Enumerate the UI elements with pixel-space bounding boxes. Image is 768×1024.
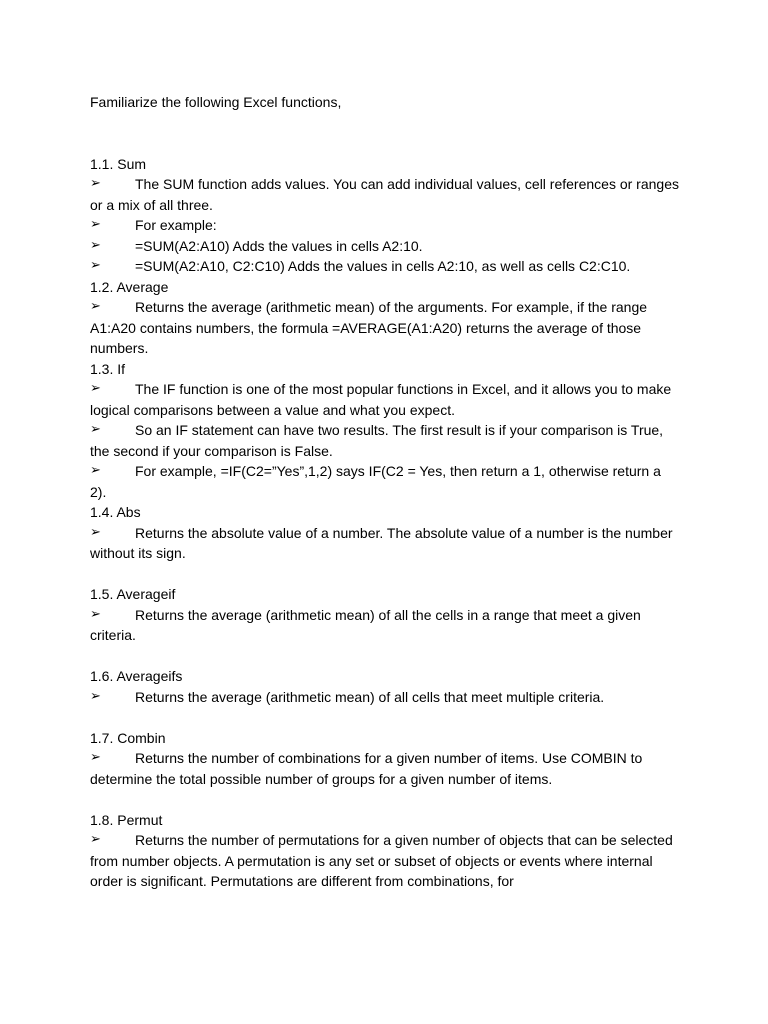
bullet-item [90, 236, 680, 257]
section-heading: 1.6. Averageifs [90, 668, 183, 684]
bullet-item [90, 174, 680, 215]
section-heading: 1.3. If [90, 360, 126, 377]
section [90, 359, 680, 503]
bullet-item [90, 605, 680, 646]
section [90, 728, 680, 790]
section-list [90, 154, 680, 892]
bullet-text: For example, =IF(C2=”Yes”,1,2) says IF(C2 = Yes, then return a 1, otherwise return a 2). [90, 463, 661, 500]
section [90, 277, 680, 359]
bullet-text: For example: [135, 217, 217, 233]
bullet-item [90, 256, 680, 277]
arrow-bullet-icon: ➢ [90, 463, 101, 478]
bullet-text: Returns the number of combinations for a given number of items. Use COMBIN to determine the total possible number of groups for a given number of items. [90, 750, 643, 787]
section [90, 666, 680, 707]
bullet-text: Returns the average (arithmetic mean) of all cells that meet multiple criteria. [135, 688, 605, 705]
bullet-item [90, 687, 680, 708]
bullet-item [90, 830, 680, 892]
arrow-bullet-icon: ➢ [90, 217, 101, 232]
arrow-bullet-icon: ➢ [90, 524, 101, 540]
section-heading: 1.7. Combin [90, 729, 166, 746]
section [90, 584, 680, 646]
arrow-bullet-icon: ➢ [90, 258, 101, 273]
section-heading: 1.5. Averageif [90, 586, 176, 602]
arrow-bullet-icon: ➢ [90, 606, 101, 622]
arrow-bullet-icon: ➢ [90, 688, 101, 704]
bullet-item [90, 215, 680, 236]
bullet-item [90, 379, 680, 420]
section-heading: 1.4. Abs [90, 504, 141, 520]
arrow-bullet-icon: ➢ [90, 299, 101, 314]
bullet-item [90, 420, 680, 461]
section-heading: 1.1. Sum [90, 155, 147, 172]
section-heading: 1.8. Permut [90, 811, 163, 828]
section [90, 154, 680, 277]
bullet-item [90, 297, 680, 359]
section [90, 502, 680, 564]
bullet-item [90, 523, 680, 564]
bullet-text: Returns the number of permutations for a given number of objects that can be selected from number objects. A permutation is any set or subset of objects or events where internal order is significant. Permutations are different from combinations, for [90, 832, 673, 889]
arrow-bullet-icon: ➢ [90, 237, 101, 253]
bullet-text: Returns the average (arithmetic mean) of the arguments. For example, if the range A1:A20 contains numbers, the formula =AVERAGE(A1:A20) returns the average of those numbers. [90, 299, 648, 356]
section-heading: 1.2. Average [90, 278, 169, 295]
arrow-bullet-icon: ➢ [90, 422, 101, 437]
bullet-text: =SUM(A2:A10) Adds the values in cells A2:10. [135, 237, 423, 254]
bullet-item [90, 461, 680, 502]
bullet-text: The SUM function adds values. You can add individual values, cell references or ranges or a mix of all three. [90, 176, 679, 213]
document-body [90, 92, 680, 892]
arrow-bullet-icon: ➢ [90, 832, 101, 847]
bullet-text: The IF function is one of the most popular functions in Excel, and it allows you to make logical comparisons between a value and what you expect. [90, 381, 672, 418]
bullet-text: Returns the average (arithmetic mean) of all the cells in a range that meet a given criteria. [90, 606, 641, 643]
arrow-bullet-icon: ➢ [90, 381, 101, 396]
bullet-item [90, 748, 680, 789]
arrow-bullet-icon: ➢ [90, 176, 101, 191]
bullet-text: So an IF statement can have two results. The first result is if your comparison is True, the second if your comparison is False. [90, 422, 664, 459]
bullet-text: =SUM(A2:A10, C2:C10) Adds the values in cells A2:10, as well as cells C2:C10. [135, 258, 631, 274]
intro-paragraph: Familiarize the following Excel functions, [90, 94, 342, 110]
bullet-text: Returns the absolute value of a number. The absolute value of a number is the number without its sign. [90, 524, 673, 561]
arrow-bullet-icon: ➢ [90, 750, 101, 765]
section [90, 810, 680, 892]
